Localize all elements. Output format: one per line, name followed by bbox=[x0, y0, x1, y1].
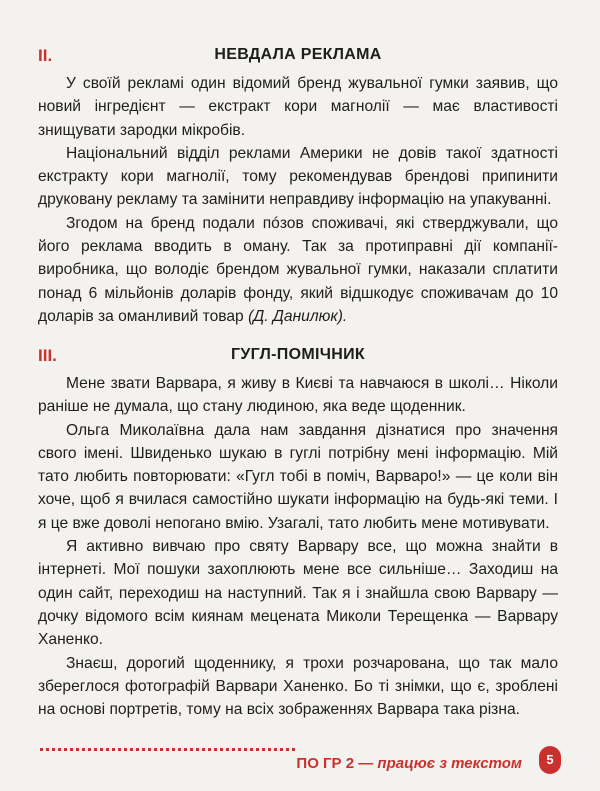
section-title: НЕВДАЛА РЕКЛАМА bbox=[214, 46, 382, 63]
footer-dotted-line bbox=[40, 748, 295, 751]
paragraph: Я активно вивчаю про святу Варвару все, що можна знайти в інтернеті. Мої пошуки захоплюють мене все сильніше… Заходиш на один сайт, переходиш на наступний. Так я і знайшла свою Варвару — дочку відомого всім киянам мецената Миколи Терещенка — Варвару Ханенко. bbox=[38, 538, 558, 649]
paragraph bbox=[38, 212, 558, 328]
paragraph: Національний відділ реклами Америки не довів такої здатності екстракту кори магнолії, тому рекомендував брендові припинити друковану рекламу та замінити неправдиву інформацію на упакуванні. bbox=[38, 144, 558, 209]
section-header bbox=[38, 46, 558, 70]
paragraph: Знаєш, дорогий щоденнику, я трохи розчарована, що так мало збереглося фотографій Варвари Ханенко. Бо ті знімки, що є, зроблені на основі портретів, тому на всіх зображеннях Варвара така різна. bbox=[38, 654, 558, 719]
paragraph: Ольга Миколаївна дала нам завдання дізнатися про значення свого імені. Швиденько шукаю в гуглі потрібну мені інформацію. Мій тато любить повторювати: «Гугл тобі в поміч, Варваро!» — це коли він хоче, щоб я вчилася самостійно шукати інформацію на будь-які теми. І я це вже доволі непогано вмію. Узагалі, тато любить мене мотивувати. bbox=[38, 421, 558, 532]
section-hugl-pomichnyk bbox=[38, 346, 558, 721]
section-number: II. bbox=[38, 46, 53, 65]
citation: (Д. Данилюк). bbox=[248, 307, 348, 325]
section-number: III. bbox=[38, 346, 57, 365]
paragraph-text: Згодом на бренд подали пóзов споживачі, які стверджували, що його реклама вводить в оману. Так за протиправні дії компанії-виробника, що володіє брендом жувальної гумки, наказали сплатити понад 6 мільйонів доларів фонду, який відшкодує споживачам до 10 доларів за оманливий товар bbox=[38, 214, 558, 325]
paragraph: Мене звати Варвара, я живу в Києві та навчаюся в школі… Ніколи раніше не думала, що стану людиною, яка веде щоденник. bbox=[38, 375, 558, 416]
section-nevdala-reklama bbox=[38, 46, 558, 328]
section-header bbox=[38, 346, 558, 370]
footer-label-italic: працює з текстом bbox=[377, 755, 522, 772]
footer-label-plain: ПО ГР 2 — bbox=[296, 755, 374, 772]
footer-label bbox=[296, 755, 522, 772]
page-number: 5 bbox=[539, 746, 561, 774]
paragraph: У своїй рекламі один відомий бренд жувальної гумки заявив, що новий інгредієнт — екстракт кори магнолії — має властивості знищувати зародки мікробів. bbox=[38, 75, 558, 139]
section-title: ГУГЛ-ПОМІЧНИК bbox=[231, 346, 365, 363]
